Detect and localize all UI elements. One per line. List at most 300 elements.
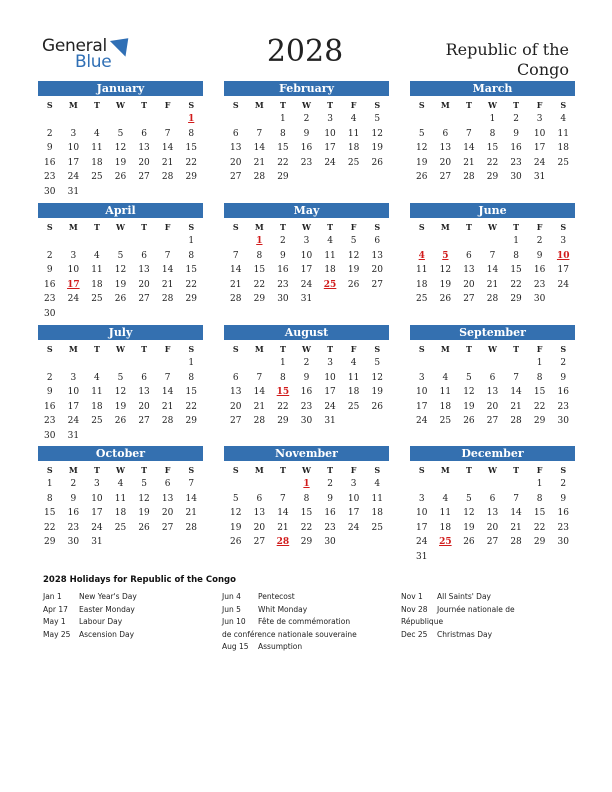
- day-cell: 17: [533, 143, 546, 154]
- day-cell: 26: [371, 401, 383, 412]
- day-cell: 22: [486, 157, 499, 168]
- day-cell: 18: [416, 279, 428, 290]
- empty-day-cell: [156, 112, 180, 127]
- day-cell: 3: [418, 493, 425, 504]
- day-cell: 8: [536, 372, 543, 383]
- day-cell: 26: [463, 416, 475, 427]
- holiday-day-cell: 4: [418, 250, 425, 261]
- month-january: [38, 81, 203, 200]
- day-cell: 15: [253, 265, 266, 276]
- day-cell: 4: [350, 114, 357, 124]
- weekday-header: F: [164, 100, 171, 110]
- weekday-header: M: [440, 100, 450, 110]
- empty-day-cell: [62, 356, 86, 371]
- day-cell: 12: [463, 508, 475, 519]
- weekday-header: T: [93, 344, 100, 354]
- day-cell: 5: [117, 250, 124, 261]
- day-cell: 3: [327, 358, 333, 368]
- day-cell: 9: [46, 387, 53, 398]
- day-cell: 8: [46, 493, 53, 504]
- day-cell: 2: [46, 128, 53, 139]
- day-cell: 15: [300, 508, 313, 519]
- month-days-grid: [38, 220, 203, 322]
- day-cell: 23: [44, 172, 56, 183]
- empty-day-cell: [504, 356, 528, 371]
- weekday-header: T: [141, 222, 148, 232]
- day-cell: 12: [439, 265, 452, 276]
- day-cell: 17: [416, 401, 428, 412]
- day-cell: 22: [533, 401, 546, 412]
- day-cell: 21: [161, 157, 174, 168]
- day-cell: 14: [253, 143, 266, 154]
- weekday-header: S: [188, 100, 195, 110]
- day-cell: 19: [416, 157, 428, 168]
- day-cell: 25: [347, 401, 360, 412]
- month-february: [224, 81, 389, 185]
- day-cell: 20: [439, 157, 452, 168]
- day-cell: 28: [161, 172, 174, 183]
- day-cell: 23: [300, 401, 313, 412]
- weekday-header: F: [164, 465, 171, 475]
- weekday-header: S: [46, 465, 53, 475]
- weekday-header: W: [302, 100, 311, 110]
- month-days-grid: [410, 463, 575, 565]
- day-cell: 3: [327, 114, 333, 124]
- day-cell: 10: [67, 143, 80, 154]
- day-cell: 3: [70, 250, 77, 261]
- weekday-header: M: [254, 344, 264, 354]
- day-cell: 22: [510, 279, 522, 290]
- weekday-header: W: [302, 344, 311, 354]
- day-cell: 14: [185, 493, 197, 504]
- day-cell: 20: [486, 522, 499, 533]
- day-cell: 28: [161, 416, 174, 427]
- day-cell: 30: [277, 294, 289, 305]
- day-cell: 14: [510, 508, 522, 519]
- day-cell: 1: [280, 358, 286, 368]
- weekday-header: T: [93, 222, 100, 232]
- day-cell: 7: [256, 128, 263, 139]
- day-cell: 30: [557, 416, 569, 427]
- weekday-header: S: [232, 344, 239, 354]
- day-cell: 22: [533, 522, 546, 533]
- holiday-day-cell: 25: [323, 279, 337, 290]
- day-cell: 27: [486, 416, 499, 427]
- month-title: March: [410, 81, 575, 96]
- empty-day-cell: [481, 477, 505, 492]
- day-cell: 11: [439, 387, 452, 398]
- day-cell: 19: [347, 265, 360, 276]
- weekday-header: T: [141, 344, 148, 354]
- weekday-header: S: [232, 100, 239, 110]
- month-title: November: [224, 446, 389, 461]
- day-cell: 27: [486, 537, 499, 548]
- holiday-name: Christmas Day: [437, 629, 493, 639]
- day-cell: 13: [138, 143, 150, 154]
- day-cell: 14: [161, 265, 174, 276]
- weekday-header: F: [350, 465, 357, 475]
- day-cell: 9: [327, 493, 333, 504]
- weekday-header: S: [46, 100, 53, 110]
- weekday-header: S: [560, 100, 567, 110]
- day-cell: 2: [513, 114, 519, 124]
- day-cell: 23: [533, 279, 546, 290]
- day-cell: 25: [347, 157, 360, 168]
- holiday-day-cell: 1: [256, 236, 263, 246]
- empty-day-cell: [62, 112, 86, 127]
- day-cell: 15: [277, 143, 289, 154]
- month-march: [410, 81, 575, 185]
- day-cell: 4: [94, 128, 100, 139]
- day-cell: 12: [114, 265, 127, 276]
- day-cell: 14: [230, 265, 242, 276]
- day-cell: 5: [117, 128, 124, 139]
- day-cell: 4: [94, 372, 100, 383]
- day-cell: 13: [230, 387, 242, 398]
- day-cell: 8: [188, 372, 195, 383]
- day-cell: 14: [486, 265, 499, 276]
- day-cell: 1: [46, 479, 53, 489]
- day-cell: 9: [280, 250, 286, 261]
- day-cell: 18: [439, 522, 452, 533]
- day-cell: 13: [439, 143, 452, 154]
- day-cell: 8: [280, 128, 286, 139]
- weekday-header: T: [465, 465, 472, 475]
- empty-day-cell: [38, 234, 62, 249]
- day-cell: 13: [486, 387, 499, 398]
- holiday-list: [43, 575, 583, 651]
- day-cell: 3: [536, 114, 543, 124]
- day-cell: 24: [91, 522, 103, 533]
- weekday-header: T: [279, 100, 286, 110]
- month-title: September: [410, 325, 575, 340]
- day-cell: 12: [416, 143, 428, 154]
- day-cell: 6: [442, 128, 449, 139]
- month-november: [224, 446, 389, 550]
- day-cell: 14: [161, 143, 174, 154]
- empty-day-cell: [85, 234, 109, 249]
- day-cell: 12: [138, 493, 150, 504]
- month-october: [38, 446, 203, 550]
- day-cell: 27: [463, 294, 475, 305]
- empty-day-cell: [434, 356, 458, 371]
- weekday-header: F: [164, 344, 171, 354]
- holiday-date: Dec 25: [401, 629, 428, 639]
- holiday-name: Journée nationale de République: [401, 604, 515, 626]
- brand-logo: [42, 36, 142, 76]
- weekday-header: T: [513, 465, 520, 475]
- day-cell: 18: [557, 143, 569, 154]
- day-cell: 30: [67, 537, 80, 548]
- day-cell: 12: [463, 387, 475, 398]
- day-cell: 23: [510, 157, 522, 168]
- holiday-day-cell: 1: [303, 479, 310, 489]
- weekday-header: T: [465, 100, 472, 110]
- weekday-header: T: [279, 465, 286, 475]
- day-cell: 30: [324, 537, 336, 548]
- day-cell: 29: [533, 537, 546, 548]
- day-cell: 16: [44, 279, 56, 290]
- day-cell: 21: [253, 401, 266, 412]
- holiday-name: Easter Monday: [79, 604, 135, 614]
- day-cell: 28: [510, 537, 522, 548]
- day-cell: 23: [324, 522, 336, 533]
- day-cell: 6: [466, 250, 472, 261]
- weekday-header: W: [488, 344, 497, 354]
- day-cell: 22: [253, 279, 266, 290]
- day-cell: 17: [91, 508, 103, 519]
- weekday-header: T: [141, 100, 148, 110]
- empty-day-cell: [434, 477, 458, 492]
- day-cell: 2: [303, 358, 310, 368]
- holiday-day-cell: 5: [442, 250, 449, 261]
- day-cell: 31: [91, 537, 103, 548]
- day-cell: 1: [188, 358, 195, 368]
- day-cell: 21: [161, 279, 174, 290]
- day-cell: 14: [161, 387, 174, 398]
- day-cell: 6: [232, 372, 239, 383]
- day-cell: 18: [439, 401, 452, 412]
- day-cell: 9: [303, 372, 310, 383]
- day-cell: 17: [67, 157, 80, 168]
- day-cell: 6: [141, 250, 147, 261]
- day-cell: 3: [418, 372, 425, 383]
- day-cell: 2: [560, 479, 567, 489]
- day-cell: 3: [70, 372, 77, 383]
- day-cell: 6: [141, 372, 147, 383]
- weekday-header: S: [232, 222, 239, 232]
- day-cell: 20: [463, 279, 475, 290]
- day-cell: 21: [510, 401, 522, 412]
- weekday-header: T: [279, 344, 286, 354]
- day-cell: 11: [371, 493, 383, 504]
- empty-day-cell: [38, 356, 62, 371]
- day-cell: 17: [324, 143, 336, 154]
- day-cell: 16: [557, 508, 569, 519]
- day-cell: 7: [232, 250, 239, 261]
- day-cell: 16: [44, 157, 56, 168]
- country-name-line1: Republic of the: [445, 40, 569, 59]
- day-cell: 16: [533, 265, 546, 276]
- day-cell: 22: [185, 401, 197, 412]
- month-august: [224, 325, 389, 429]
- empty-day-cell: [132, 234, 156, 249]
- day-cell: 25: [114, 522, 127, 533]
- day-cell: 2: [46, 250, 53, 261]
- day-cell: 30: [300, 416, 313, 427]
- day-cell: 11: [324, 250, 336, 261]
- empty-day-cell: [224, 477, 248, 492]
- day-cell: 20: [138, 157, 150, 168]
- day-cell: 20: [230, 401, 242, 412]
- day-cell: 22: [185, 279, 197, 290]
- day-cell: 12: [114, 143, 127, 154]
- empty-day-cell: [457, 356, 481, 371]
- day-cell: 27: [230, 416, 242, 427]
- day-cell: 30: [44, 186, 56, 197]
- day-cell: 29: [486, 172, 499, 183]
- day-cell: 13: [371, 250, 383, 261]
- month-days-grid: [224, 98, 389, 185]
- day-cell: 9: [536, 250, 543, 261]
- day-cell: 10: [324, 128, 336, 139]
- empty-day-cell: [109, 112, 133, 127]
- day-cell: 21: [161, 401, 174, 412]
- empty-day-cell: [271, 477, 295, 492]
- month-grid: [38, 81, 575, 567]
- day-cell: 11: [91, 387, 103, 398]
- day-cell: 23: [277, 279, 289, 290]
- day-cell: 19: [114, 401, 127, 412]
- day-cell: 7: [164, 128, 171, 139]
- weekday-header: F: [536, 465, 543, 475]
- day-cell: 24: [416, 416, 428, 427]
- month-days-grid: [224, 342, 389, 429]
- day-cell: 28: [230, 294, 242, 305]
- weekday-header: T: [465, 344, 472, 354]
- day-cell: 8: [303, 493, 310, 504]
- day-cell: 11: [347, 372, 360, 383]
- day-cell: 16: [44, 401, 56, 412]
- weekday-header: F: [536, 222, 543, 232]
- day-cell: 24: [300, 279, 313, 290]
- day-cell: 23: [557, 401, 569, 412]
- day-cell: 8: [280, 372, 286, 383]
- day-cell: 19: [371, 143, 383, 154]
- day-cell: 30: [557, 537, 569, 548]
- day-cell: 31: [67, 430, 80, 441]
- empty-day-cell: [457, 234, 481, 249]
- weekday-header: M: [68, 222, 78, 232]
- weekday-header: F: [350, 100, 357, 110]
- weekday-header: S: [418, 344, 425, 354]
- day-cell: 10: [416, 508, 428, 519]
- day-cell: 9: [513, 128, 519, 139]
- month-title: December: [410, 446, 575, 461]
- day-cell: 25: [439, 416, 452, 427]
- holiday-date: Jan 1: [43, 592, 62, 601]
- country-name: [369, 40, 569, 80]
- day-cell: 17: [67, 401, 80, 412]
- day-cell: 27: [138, 416, 150, 427]
- day-cell: 23: [300, 157, 313, 168]
- empty-day-cell: [248, 356, 272, 371]
- day-cell: 3: [70, 128, 77, 139]
- day-cell: 26: [371, 157, 383, 168]
- day-cell: 11: [557, 128, 569, 139]
- day-cell: 5: [141, 479, 147, 489]
- day-cell: 8: [489, 128, 496, 139]
- empty-day-cell: [85, 112, 109, 127]
- month-title: August: [224, 325, 389, 340]
- holiday-name: Labour Day: [79, 617, 123, 626]
- holiday-day-cell: 28: [276, 537, 290, 548]
- day-cell: 30: [44, 308, 56, 319]
- day-cell: 9: [46, 265, 53, 276]
- day-cell: 12: [230, 508, 242, 519]
- day-cell: 9: [560, 493, 567, 504]
- weekday-header: W: [488, 465, 497, 475]
- weekday-header: M: [440, 344, 450, 354]
- weekday-header: M: [68, 465, 78, 475]
- day-cell: 29: [300, 537, 313, 548]
- day-cell: 27: [230, 172, 242, 183]
- day-cell: 2: [70, 479, 77, 489]
- day-cell: 4: [350, 358, 357, 368]
- day-cell: 23: [44, 416, 56, 427]
- day-cell: 5: [374, 114, 381, 124]
- day-cell: 16: [300, 387, 313, 398]
- day-cell: 22: [185, 157, 197, 168]
- day-cell: 4: [560, 114, 567, 124]
- day-cell: 27: [253, 537, 266, 548]
- day-cell: 25: [557, 157, 569, 168]
- weekday-header: S: [418, 100, 425, 110]
- day-cell: 28: [463, 172, 475, 183]
- month-title: April: [38, 203, 203, 218]
- day-cell: 16: [324, 508, 336, 519]
- day-cell: 19: [463, 401, 475, 412]
- day-cell: 15: [510, 265, 522, 276]
- day-cell: 15: [486, 143, 499, 154]
- day-cell: 22: [277, 401, 289, 412]
- day-cell: 13: [230, 143, 242, 154]
- day-cell: 16: [510, 143, 522, 154]
- day-cell: 27: [138, 172, 150, 183]
- day-cell: 25: [91, 172, 103, 183]
- holiday-date: Jun 4: [222, 592, 241, 601]
- weekday-header: T: [513, 344, 520, 354]
- empty-day-cell: [410, 356, 434, 371]
- weekday-header: M: [254, 100, 264, 110]
- day-cell: 5: [117, 372, 124, 383]
- day-cell: 13: [463, 265, 475, 276]
- weekday-header: S: [46, 344, 53, 354]
- day-cell: 7: [280, 493, 286, 504]
- day-cell: 29: [510, 294, 522, 305]
- day-cell: 29: [253, 294, 266, 305]
- weekday-header: T: [327, 222, 334, 232]
- day-cell: 19: [230, 522, 242, 533]
- day-cell: 29: [277, 172, 289, 183]
- day-cell: 7: [466, 128, 472, 139]
- day-cell: 26: [138, 522, 150, 533]
- day-cell: 6: [256, 493, 263, 504]
- weekday-header: W: [116, 100, 125, 110]
- day-cell: 24: [67, 172, 80, 183]
- day-cell: 8: [256, 250, 263, 261]
- day-cell: 18: [347, 387, 360, 398]
- day-cell: 10: [347, 493, 360, 504]
- day-cell: 6: [489, 372, 496, 383]
- day-cell: 23: [44, 294, 56, 305]
- day-cell: 17: [324, 387, 336, 398]
- day-cell: 13: [486, 508, 499, 519]
- day-cell: 8: [188, 250, 195, 261]
- day-cell: 28: [486, 294, 499, 305]
- weekday-header: T: [93, 100, 100, 110]
- weekday-header: W: [116, 222, 125, 232]
- month-days-grid: [224, 463, 389, 550]
- day-cell: 1: [489, 114, 496, 124]
- day-cell: 6: [164, 479, 171, 489]
- day-cell: 10: [324, 372, 336, 383]
- weekday-header: S: [560, 465, 567, 475]
- day-cell: 7: [164, 372, 171, 383]
- holiday-name: All Saints' Day: [437, 592, 491, 601]
- weekday-header: S: [232, 465, 239, 475]
- day-cell: 21: [510, 522, 522, 533]
